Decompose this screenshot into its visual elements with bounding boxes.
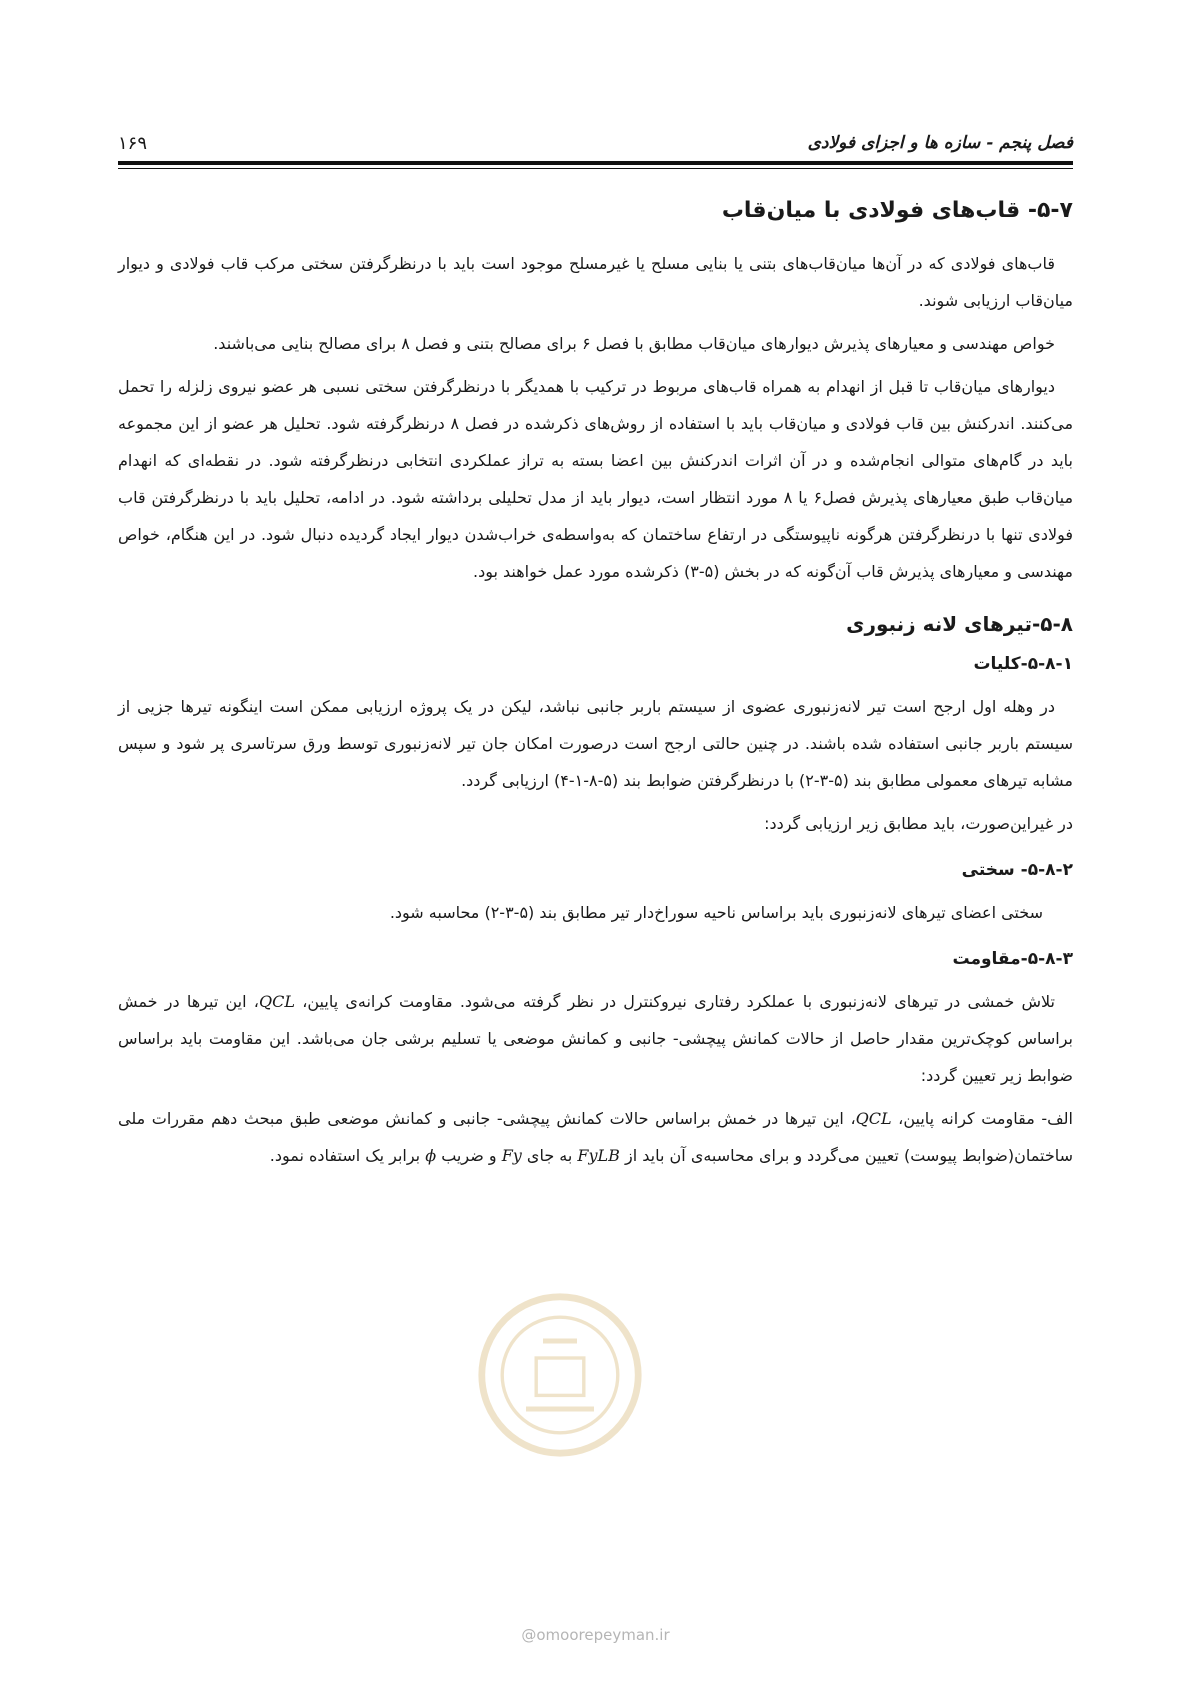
text-run: به جای (521, 1146, 578, 1165)
subsection-heading-5-8-2: ۵-۸-۲- سختی (961, 860, 1073, 880)
math-symbol-qcl: QCL (855, 1109, 892, 1128)
paragraph: در وهله اول ارجح است تیر لانه‌زنبوری عضوی از سیستم باربر جانبی نباشد، لیکن در یک پروژه ارزیابی ممکن است اینگونه تیرها جزیی از سیستم باربر جانبی استفاده شده باشند. در چنین حالتی ارجح است درصورت امکان جان تیر لانه‌زنبوری توسط ورق سرتاسری پر شود و سپس مشابه تیرهای معمولی مطابق بند (۵-۳-۲) با درنظرگرفتن ضوابط بند (۵-۸-۱-۴) ارزیابی گردد. (118, 697, 1073, 790)
text-run: برابر یک استفاده نمود. (269, 1146, 426, 1165)
section-heading-5-8: ۵-۸-تیرهای لانه زنبوری (846, 612, 1073, 636)
header-rule-thick (118, 161, 1073, 165)
subsection-heading-5-8-1: ۵-۸-۱-کلیات (973, 654, 1073, 674)
paragraph: در غیراین‌صورت، باید مطابق زیر ارزیابی گردد: (764, 814, 1073, 833)
watermark-seal-icon (475, 1290, 645, 1460)
section-heading-5-7: ۵-۷- قاب‌های فولادی با میان‌قاب (721, 198, 1073, 223)
paragraph (118, 1100, 1073, 1174)
text-run: الف- مقاومت کرانه پایین، (891, 1109, 1073, 1128)
text-run: تلاش خمشی در تیرهای لانه‌زنبوری با عملکرد رفتاری نیروکنترل در نظر گرفته می‌شود. مقاومت کرانه‌ی پایین، (294, 992, 1055, 1011)
math-symbol-phi: ϕ (425, 1146, 437, 1165)
page-header (118, 128, 1073, 158)
paragraph: دیوارهای میان‌قاب تا قبل از انهدام به همراه قاب‌های مربوط در ترکیب با همدیگر با درنظرگرفتن سختی نسبی هر عضو نیروی زلزله را تحمل می‌کنند. اندرکنش بین قاب فولادی و میان‌قاب باید با استفاده از روش‌های ذکرشده در فصل ۸ درنظرگرفته شود. تحلیل هر عضو از این مجموعه باید در گام‌های متوالی انجام‌شده و در آن اثرات اندرکنش بین اعضا بسته به تراز عملکردی انتخابی درنظرگرفته شود. در نقطه‌ای که انهدام میان‌قاب طبق معیارهای پذیرش فصل۶ یا ۸ مورد انتظار است، دیوار باید از مدل تحلیلی برداشته شود. در ادامه، تحلیل باید با درنظرگرفتن قاب فولادی تنها با درنظرگرفتن هرگونه ناپیوستگی در ارتفاع ساختمان که به‌واسطه‌ی خراب‌شدن دیوار ایجاد گردیده دنبال شود. در این هنگام، خواص مهندسی و معیارهای پذیرش قاب آن‌گونه که در بخش (۵-۳) ذکرشده مورد عمل خواهند بود. (118, 377, 1074, 581)
page-body (118, 198, 1073, 1180)
chapter-title: فصل پنجم - سازه ها و اجزای فولادی (807, 133, 1073, 153)
paragraph: قاب‌های فولادی که در آن‌ها میان‌قاب‌های بتنی یا بنایی مسلح یا غیرمسلح موجود است باید با درنظرگرفتن سختی مرکب قاب فولادی و دیوار میان‌قاب ارزیابی شوند. (118, 254, 1073, 310)
math-symbol-fy: Fy (501, 1146, 522, 1165)
paragraph: خواص مهندسی و معیارهای پذیرش دیوارهای میان‌قاب مطابق با فصل ۶ برای مصالح بتنی و فصل ۸ برای مصالح بنایی می‌باشند. (213, 334, 1055, 353)
site-watermark: @omoorepeyman.ir (521, 1626, 670, 1644)
paragraph (118, 983, 1073, 1094)
header-rule-thin (118, 168, 1073, 169)
subsection-heading-5-8-3: ۵-۸-۳-مقاومت (952, 949, 1073, 969)
text-run: ، این تیرها در خمش براساس حالات کمانش پیچشی- جانبی و کمانش موضعی طبق مبحث دهم مقررات ملی ساختمان(ضوابط پیوست) تعیین می‌گردد و برای محاسبه‌ی آن باید از (118, 1109, 1073, 1165)
math-symbol-fylb: FyLB (577, 1146, 620, 1165)
text-run: و ضریب (436, 1146, 502, 1165)
page-number: ۱۶۹ (118, 132, 148, 154)
text-run: ، این تیرها در خمش براساس کوچک‌ترین مقدار حاصل از حالات کمانش پیچشی- جانبی و کمانش موضعی یا تسلیم برشی جان می‌باشد. این مقاومت باید براساس ضوابط زیر تعیین گردد: (118, 992, 1073, 1085)
math-symbol-qcl: QCL (258, 992, 295, 1011)
paragraph: سختی اعضای تیرهای لانه‌زنبوری باید براساس ناحیه سوراخ‌دار تیر مطابق بند (۵-۳-۲) محاسبه شود. (389, 903, 1043, 922)
